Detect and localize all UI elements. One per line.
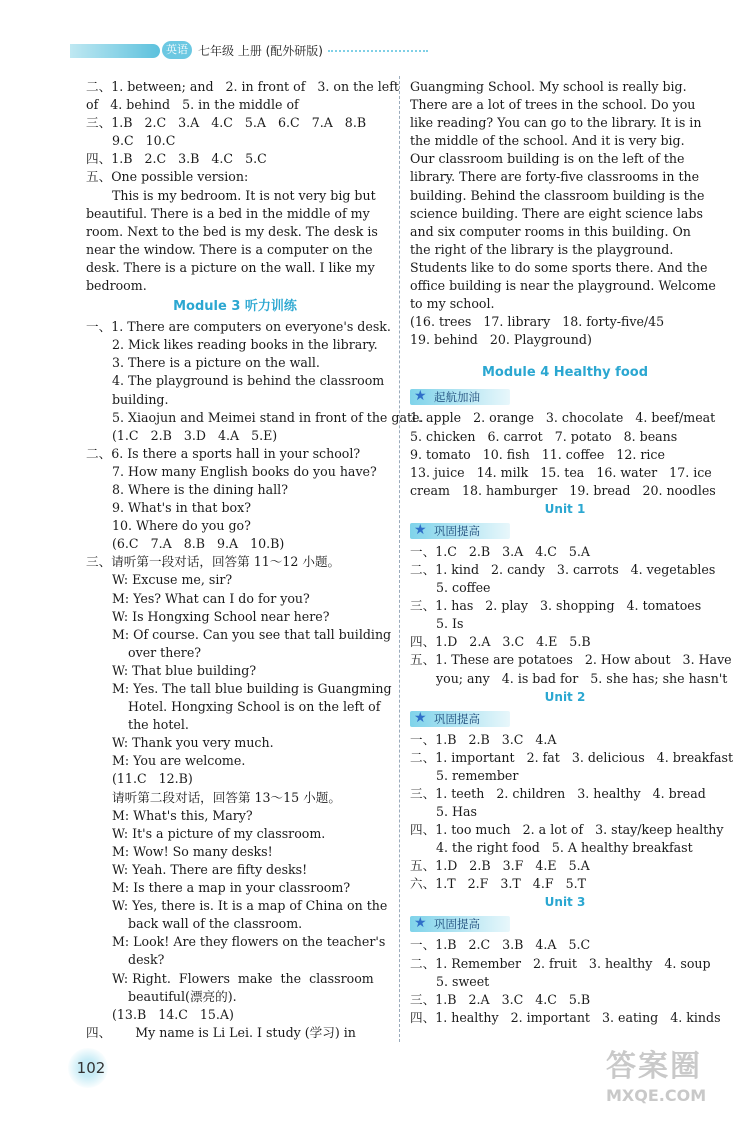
section-tag-label: 巩固提高 <box>434 917 480 932</box>
section-tag <box>410 709 720 729</box>
text-line: over there? <box>112 644 202 660</box>
text-line: 四、1.B 2.C 3.B 4.C 5.C <box>86 151 267 167</box>
page-number: 102 <box>76 1059 106 1077</box>
watermark-url: MXQE.COM <box>606 1086 707 1105</box>
text-line: W: Yes, there is. It is a map of China on the <box>112 898 388 914</box>
text-line: M: You are welcome. <box>112 753 246 769</box>
text-line: 一、1.B 2.C 3.B 4.A 5.C <box>410 937 591 953</box>
text-line: the middle of the school. And it is very big. <box>410 133 685 149</box>
right-column <box>410 78 734 1027</box>
text-line: building. <box>112 391 169 407</box>
section-tag-label: 起航加油 <box>434 390 480 405</box>
text-line: W: Excuse me, sir? <box>112 572 233 588</box>
text-line: 一、1.B 2.B 3.C 4.A <box>410 731 557 747</box>
text-line: 9.C 10.C <box>112 133 176 149</box>
text-line: M: What's this, Mary? <box>112 807 253 823</box>
text-line: library. There are forty-five classrooms in the <box>410 169 700 185</box>
text-line: like reading? You can go to the library. It is in <box>410 115 702 131</box>
text-line: 2. Mick likes reading books in the library. <box>112 337 378 353</box>
text-line: of 4. behind 5. in the middle of <box>86 97 299 113</box>
text-line: 四、1. healthy 2. important 3. eating 4. kinds <box>410 1009 721 1025</box>
star-icon: ★ <box>414 388 427 405</box>
text-line: 三、请听第一段对话，回答第 11～12 小题。 <box>86 554 341 570</box>
text-line: bedroom. <box>86 278 147 294</box>
text-line: desk? <box>112 952 165 968</box>
text-line: 9. What's in that box? <box>112 500 251 516</box>
spacer <box>410 349 720 361</box>
unit-title: Unit 1 <box>544 501 586 516</box>
text-line: 5. Xiaojun and Meimei stand in front of the gate. <box>112 409 424 425</box>
running-header <box>70 38 430 64</box>
text-line: Students like to do some sports there. And the <box>410 259 708 275</box>
text-line: 三、1.B 2.C 3.A 4.C 5.A 6.C 7.A 8.B <box>86 115 367 131</box>
text-line: 三、1.B 2.A 3.C 4.C 5.B <box>410 991 591 1007</box>
text-line: (13.B 14.C 15.A) <box>112 1006 234 1022</box>
left-column <box>86 78 424 1042</box>
text-line: 一、1.C 2.B 3.A 4.C 5.A <box>410 543 591 559</box>
section-tag-label: 巩固提高 <box>434 523 480 538</box>
text-line: 二、6. Is there a sports hall in your school? <box>86 445 361 461</box>
star-icon: ★ <box>414 915 427 932</box>
text-line: 五、1.D 2.B 3.F 4.E 5.A <box>410 858 590 874</box>
text-line: M: Of course. Can you see that tall building <box>112 626 392 642</box>
text-line: 请听第二段对话，回答第 13～15 小题。 <box>112 789 341 805</box>
watermark-logo: 答案圈 <box>606 1049 702 1084</box>
section-tag <box>410 914 720 934</box>
text-line: W: Thank you very much. <box>112 735 274 751</box>
text-line: M: Yes. The tall blue building is Guangming <box>112 681 392 696</box>
text-line: (6.C 7.A 8.B 9.A 10.B) <box>112 536 285 552</box>
text-line: W: It's a picture of my classroom. <box>112 825 326 841</box>
text-line: This is my bedroom. It is not very big but <box>112 187 376 203</box>
text-line: 二、1. Remember 2. fruit 3. healthy 4. soup <box>410 955 711 971</box>
text-line: science building. There are eight science labs <box>410 205 703 221</box>
column-divider <box>399 76 400 1042</box>
text-line: desk. There is a picture on the wall. I like my <box>86 259 375 275</box>
unit-title: Unit 3 <box>544 895 586 910</box>
text-line: beautiful. There is a bed in the middle of my <box>86 205 370 221</box>
text-line: office building is near the playground. Welcome <box>410 278 716 294</box>
subject-badge: 英语 <box>162 41 192 59</box>
text-line: Hotel. Hongxing School is on the left of <box>112 699 381 715</box>
text-line: M: Yes? What can I do for you? <box>112 590 310 606</box>
text-line: 5. chicken 6. carrot 7. potato 8. beans <box>410 428 678 444</box>
text-line: M: Look! Are they flowers on the teacher's <box>112 934 386 950</box>
text-line: cream 18. hamburger 19. bread 20. noodles <box>410 482 716 498</box>
text-line: 四、 My name is Li Lei. I study (学习) in <box>86 1024 356 1040</box>
text-line: back wall of the classroom. <box>112 916 303 932</box>
text-line: 三、1. teeth 2. children 3. healthy 4. bread <box>410 785 706 801</box>
text-line: 二、1. between; and 2. in front of 3. on the left <box>86 79 399 94</box>
text-line: 四、1.D 2.A 3.C 4.E 5.B <box>410 634 591 650</box>
text-line: the right of the library is the playground. <box>410 241 674 257</box>
text-line: M: Wow! So many desks! <box>112 843 273 859</box>
text-line: 五、One possible version: <box>86 169 249 185</box>
star-icon: ★ <box>414 709 427 726</box>
text-line: room. Next to the bed is my desk. The desk is <box>86 223 378 239</box>
text-line: 3. There is a picture on the wall. <box>112 355 320 371</box>
text-line: 5. Is <box>436 616 464 632</box>
text-line: 二、1. important 2. fat 3. delicious 4. breakfast <box>410 749 734 765</box>
text-line: 9. tomato 10. fish 11. coffee 12. rice <box>410 446 665 462</box>
text-line: (1.C 2.B 3.D 4.A 5.E) <box>112 427 278 443</box>
module-title: Module 3 听力训练 <box>173 299 297 315</box>
text-line: There are a lot of trees in the school. Do you <box>410 97 696 113</box>
section-tag-label: 巩固提高 <box>434 711 480 726</box>
text-line: W: Is Hongxing School near here? <box>112 608 330 624</box>
header-decoration <box>70 44 160 58</box>
header-title: 七年级 上册 (配外研版) <box>198 44 323 58</box>
section-tag <box>410 521 720 541</box>
text-line: W: That blue building? <box>112 662 257 678</box>
text-line: 4. The playground is behind the classroom <box>112 373 385 389</box>
text-line: 一、1. There are computers on everyone's desk. <box>86 319 391 335</box>
text-line: 13. juice 14. milk 15. tea 16. water 17. ice <box>410 464 712 480</box>
text-line: 7. How many English books do you have? <box>112 463 377 479</box>
text-line: W: Yeah. There are fifty desks! <box>112 861 308 877</box>
section-tag <box>410 387 720 407</box>
text-line: M: Is there a map in your classroom? <box>112 880 351 896</box>
text-line: 5. coffee <box>436 580 491 596</box>
text-line: 六、1.T 2.F 3.T 4.F 5.T <box>410 876 586 892</box>
text-line: building. Behind the classroom building is the <box>410 187 705 203</box>
text-line: 三、1. has 2. play 3. shopping 4. tomatoes <box>410 598 702 614</box>
text-line: 五、1. These are potatoes 2. How about 3. Have <box>410 652 732 668</box>
text-line: 5. Has <box>436 804 477 819</box>
text-line: (16. trees 17. library 18. forty-five/45 <box>410 314 665 330</box>
text-line: near the window. There is a computer on the <box>86 241 373 257</box>
text-line: 四、1. too much 2. a lot of 3. stay/keep healthy <box>410 822 724 838</box>
text-line: 19. behind 20. Playground) <box>410 332 592 348</box>
star-icon: ★ <box>414 521 427 538</box>
text-line: 5. remember <box>436 767 519 783</box>
text-line: 1. apple 2. orange 3. chocolate 4. beef/meat <box>410 410 716 426</box>
unit-title: Unit 2 <box>544 689 586 704</box>
text-line: 8. Where is the dining hall? <box>112 481 288 497</box>
text-line: 10. Where do you go? <box>112 518 251 534</box>
module-title: Module 4 Healthy food <box>481 365 649 381</box>
text-line: you; any 4. is bad for 5. she has; she hasn't <box>436 670 728 686</box>
text-line: 二、1. kind 2. candy 3. carrots 4. vegetables <box>410 561 716 577</box>
text-line: Our classroom building is on the left of the <box>410 151 685 167</box>
text-line: Guangming School. My school is really big. <box>410 79 687 94</box>
text-line: (11.C 12.B) <box>112 771 193 787</box>
text-line: 5. sweet <box>436 973 490 989</box>
text-line: the hotel. <box>112 717 189 733</box>
watermark <box>606 1048 746 1118</box>
header-dotted-rule <box>328 50 428 52</box>
text-line: and six computer rooms in this building. On <box>410 223 691 239</box>
text-line: to my school. <box>410 296 495 312</box>
text-line: 4. the right food 5. A healthy breakfast <box>436 840 693 856</box>
text-line: beautiful(漂亮的). <box>112 988 237 1004</box>
text-line: W: Right. Flowers make the classroom <box>112 970 374 986</box>
